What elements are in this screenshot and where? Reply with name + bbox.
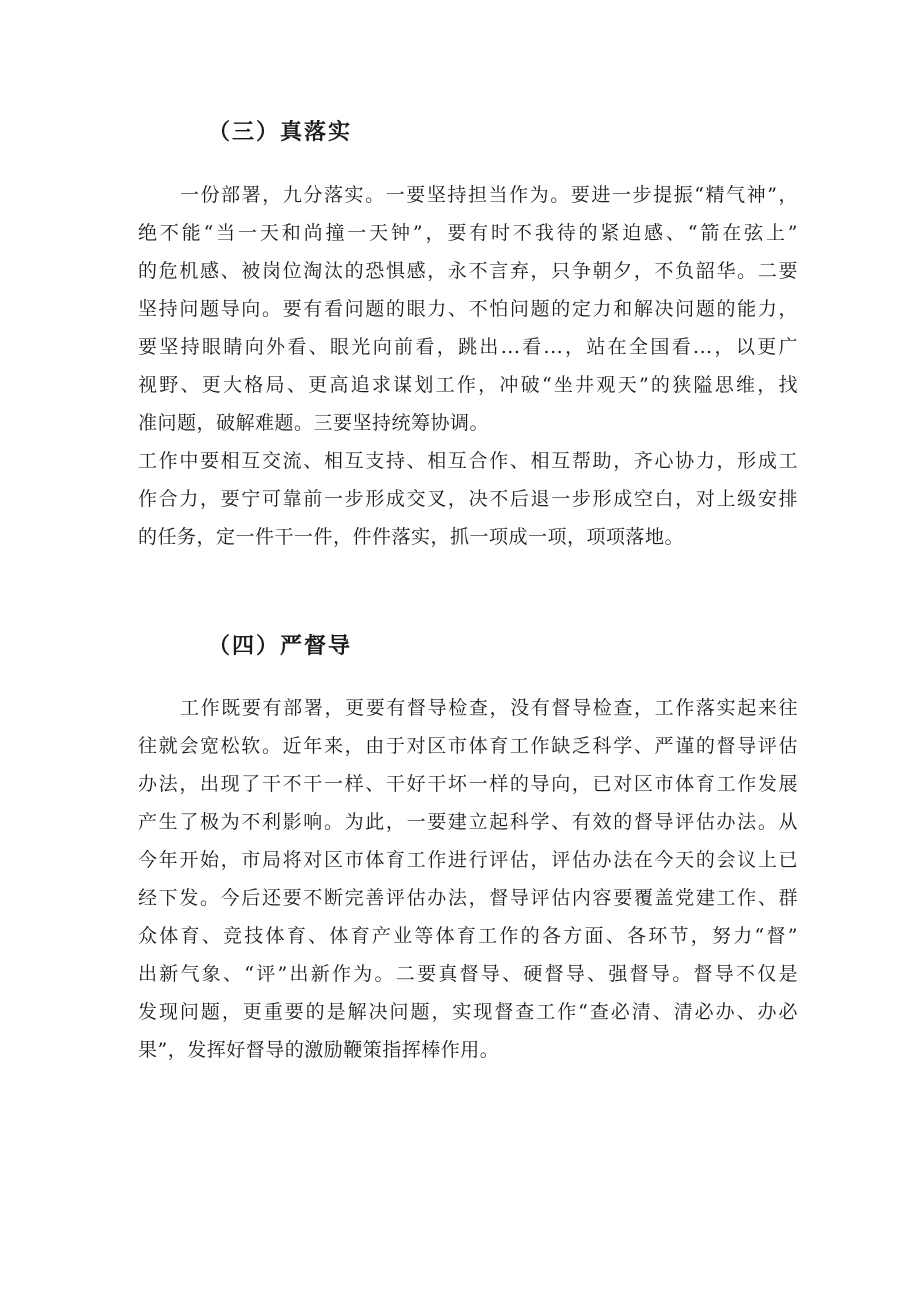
text-line: 的危机感、被岗位淘汰的恐惧感，永不言弃，只争朝夕，不负韶华。二要 [138, 260, 798, 282]
text-line: 工作中要相互交流、相互支持、相互合作、相互帮助，齐心协力，形成工 [138, 450, 798, 472]
text-line: 视野、更大格局、更高追求谋划工作，冲破“坐井观天”的狭隘思维，找 [138, 374, 798, 396]
text-line: 准问题，破解难题。三要坚持统筹协调。 [138, 412, 490, 434]
section-4-paragraph-1 [138, 689, 798, 1069]
text-line: 办法，出现了干不干一样、干好干坏一样的导向，已对区市体育工作发展 [138, 773, 798, 795]
section-3-heading: （三）真落实 [208, 119, 353, 145]
text-line: 绝不能“当一天和尚撞一天钟”，要有时不我待的紧迫感、“箭在弦上” [138, 222, 798, 244]
text-line: 坚持问题导向。要有看问题的眼力、不怕问题的定力和解决问题的能力， [138, 298, 798, 320]
text-line: 众体育、竞技体育、体育产业等体育工作的各方面、各环节，努力“督” [138, 925, 798, 947]
text-line: 作合力，要宁可靠前一步形成交叉，决不后退一步形成空白，对上级安排 [138, 488, 798, 510]
text-line: 今年开始，市局将对区市体育工作进行评估，评估办法在今天的会议上已 [138, 849, 798, 871]
section-4-heading: （四）严督导 [208, 633, 353, 659]
text-line: 发现问题，更重要的是解决问题，实现督查工作“查必清、清必办、办必 [138, 1001, 798, 1023]
section-3-paragraph-2 [138, 442, 798, 556]
section-3-paragraph-1 [138, 176, 798, 442]
text-line: 的任务，定一件干一件，件件落实，抓一项成一项，项项落地。 [138, 526, 685, 548]
text-line: 产生了极为不利影响。为此，一要建立起科学、有效的督导评估办法。从 [138, 811, 798, 833]
text-line: 经下发。今后还要不断完善评估办法，督导评估内容要覆盖党建工作、群 [138, 887, 798, 909]
text-line: 往就会宽松软。近年来，由于对区市体育工作缺乏科学、严谨的督导评估 [138, 735, 798, 757]
text-line: 工作既要有部署，更要有督导检查，没有督导检查，工作落实起来往 [180, 697, 798, 719]
text-line: 果”，发挥好督导的激励鞭策指挥棒作用。 [138, 1039, 500, 1061]
text-line: 出新气象、“评”出新作为。二要真督导、硬督导、强督导。督导不仅是 [138, 963, 798, 985]
text-line: 一份部署，九分落实。一要坚持担当作为。要进一步提振“精气神”， [180, 184, 798, 206]
text-line: 要坚持眼睛向外看、眼光向前看，跳出...看...，站在全国看...，以更广 [138, 336, 798, 358]
